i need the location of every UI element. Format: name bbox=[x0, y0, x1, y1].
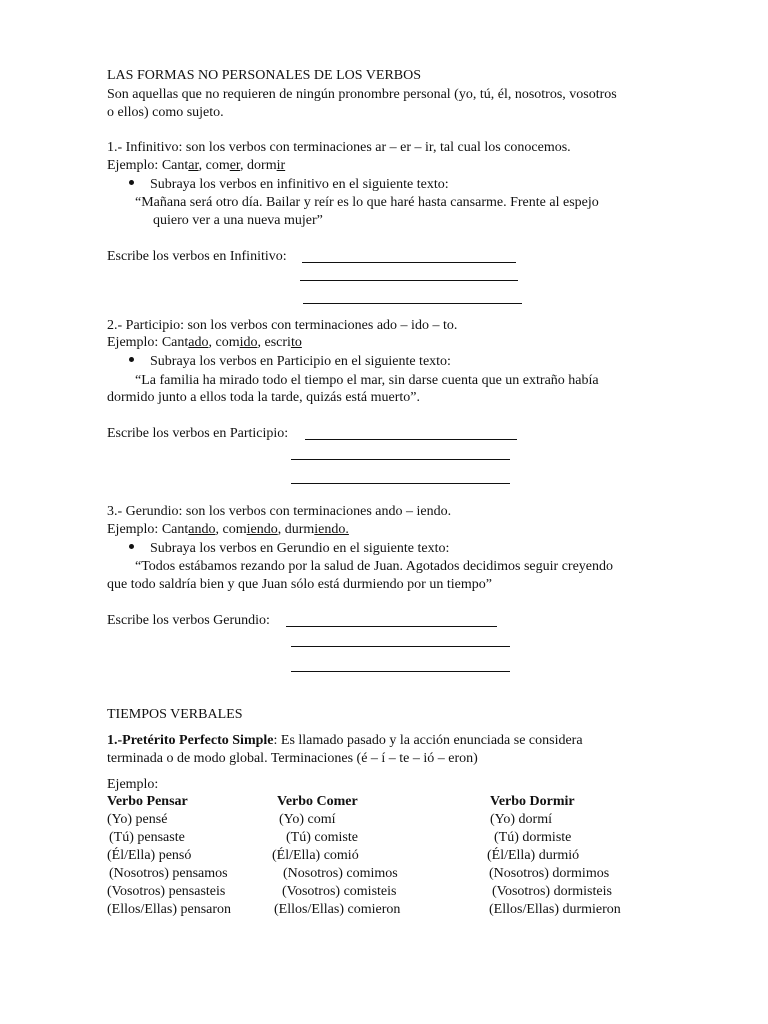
example-stem: durm bbox=[284, 522, 315, 537]
example-separator: , bbox=[215, 522, 223, 537]
tense-name: 1.-Pretérito Perfecto Simple bbox=[107, 733, 274, 748]
tiempos-subheading bbox=[107, 732, 583, 749]
example-ending: er bbox=[229, 158, 241, 173]
gerundio-write-label: Escribe los verbos Gerundio: bbox=[107, 613, 270, 628]
gerundio-example bbox=[107, 521, 349, 538]
example-stem: escri bbox=[264, 335, 291, 350]
example-separator: , bbox=[198, 158, 206, 173]
example-ending: ar bbox=[188, 158, 199, 173]
conjugation-row: (Tú) comiste bbox=[286, 830, 358, 845]
document-title: LAS FORMAS NO PERSONALES DE LOS VERBOS bbox=[107, 68, 422, 83]
answer-line[interactable] bbox=[300, 280, 518, 281]
example-separator: , bbox=[257, 335, 265, 350]
bullet-icon bbox=[129, 180, 134, 185]
answer-line[interactable] bbox=[303, 303, 522, 304]
tiempos-subheading-line-2: terminada o de modo global. Terminaciones (é – í – te – ió – eron) bbox=[107, 751, 478, 766]
conjugation-row: (Él/Ella) comió bbox=[272, 848, 359, 863]
answer-line[interactable] bbox=[291, 459, 510, 460]
example-stem: Cant bbox=[161, 158, 189, 173]
example-stem: dorm bbox=[247, 158, 277, 173]
answer-line[interactable] bbox=[291, 483, 510, 484]
example-label: Ejemplo: bbox=[107, 158, 162, 173]
participio-instruction-item bbox=[129, 353, 451, 370]
conjugation-row: (Nosotros) comimos bbox=[283, 866, 398, 881]
answer-line[interactable] bbox=[302, 262, 516, 263]
column-header: Verbo Pensar bbox=[107, 794, 188, 809]
instruction-text: Subraya los verbos en infinitivo en el siguiente texto: bbox=[150, 177, 449, 192]
instruction-text: Subraya los verbos en Participio en el siguiente texto: bbox=[150, 354, 451, 369]
intro-line-1: Son aquellas que no requieren de ningún pronombre personal (yo, tú, él, nosotros, vosotros bbox=[107, 87, 617, 102]
infinitivo-example bbox=[107, 157, 285, 174]
answer-line[interactable] bbox=[305, 439, 517, 440]
example-stem: com bbox=[205, 158, 230, 173]
column-header: Verbo Dormir bbox=[490, 794, 575, 809]
example-ending: to bbox=[290, 335, 302, 350]
infinitivo-quote-line-2: quiero ver a una nueva mujer” bbox=[153, 213, 323, 228]
example-stem: Cant bbox=[161, 335, 189, 350]
tiempos-example-label: Ejemplo: bbox=[107, 777, 159, 792]
column-header: Verbo Comer bbox=[277, 794, 358, 809]
answer-line[interactable] bbox=[291, 646, 510, 647]
infinitivo-heading: 1.- Infinitivo: son los verbos con terminaciones ar – er – ir, tal cual los conocemos. bbox=[107, 140, 571, 155]
conjugation-row: (Tú) pensaste bbox=[109, 830, 185, 845]
example-separator: , bbox=[208, 335, 216, 350]
gerundio-quote-line-1: “Todos estábamos rezando por la salud de Juan. Agotados decidimos seguir creyendo bbox=[135, 559, 614, 574]
instruction-text: Subraya los verbos en Gerundio en el siguiente texto: bbox=[150, 541, 450, 556]
conjugation-row: (Él/Ella) durmió bbox=[487, 848, 580, 863]
example-label: Ejemplo: bbox=[107, 335, 162, 350]
conjugation-row: (Yo) comí bbox=[279, 812, 336, 827]
gerundio-heading: 3.- Gerundio: son los verbos con terminaciones ando – iendo. bbox=[107, 504, 452, 519]
example-label: Ejemplo: bbox=[107, 522, 162, 537]
example-stem: com bbox=[222, 522, 247, 537]
conjugation-row: (Ellos/Ellas) pensaron bbox=[107, 902, 232, 917]
conjugation-row: (Nosotros) dormimos bbox=[489, 866, 610, 881]
example-ending: iendo. bbox=[314, 522, 349, 537]
conjugation-row: (Ellos/Ellas) durmieron bbox=[489, 902, 621, 917]
participio-heading: 2.- Participio: son los verbos con terminaciones ado – ido – to. bbox=[107, 318, 458, 333]
participio-quote-line-1: “La familia ha mirado todo el tiempo el mar, sin darse cuenta que un extraño había bbox=[135, 373, 599, 388]
example-separator: , bbox=[240, 158, 248, 173]
example-stem: Cant bbox=[161, 522, 189, 537]
conjugation-row: (Vosotros) pensasteis bbox=[107, 884, 226, 899]
conjugation-row: (Nosotros) pensamos bbox=[109, 866, 228, 881]
bullet-icon bbox=[129, 357, 134, 362]
gerundio-quote-line-2: que todo saldría bien y que Juan sólo está durmiendo por un tiempo” bbox=[107, 577, 492, 592]
example-ending: ando bbox=[188, 522, 216, 537]
tense-description: : Es llamado pasado y la acción enunciada se considera bbox=[273, 733, 583, 748]
conjugation-row: (Ellos/Ellas) comieron bbox=[274, 902, 401, 917]
participio-example bbox=[107, 334, 302, 351]
infinitivo-write-label: Escribe los verbos en Infinitivo: bbox=[107, 249, 287, 264]
example-stem: com bbox=[215, 335, 240, 350]
conjugation-row: (Vosotros) dormisteis bbox=[492, 884, 612, 899]
example-separator: , bbox=[277, 522, 285, 537]
answer-line[interactable] bbox=[291, 671, 510, 672]
example-ending: ido bbox=[239, 335, 258, 350]
answer-line[interactable] bbox=[286, 626, 497, 627]
conjugation-row: (Vosotros) comisteis bbox=[282, 884, 397, 899]
gerundio-instruction-item bbox=[129, 540, 449, 557]
tiempos-heading: TIEMPOS VERBALES bbox=[107, 707, 243, 722]
participio-quote-line-2: dormido junto a ellos toda la tarde, quizás está muerto”. bbox=[107, 390, 420, 405]
conjugation-row: (Él/Ella) pensó bbox=[107, 848, 192, 863]
bullet-icon bbox=[129, 544, 134, 549]
conjugation-row: (Tú) dormiste bbox=[494, 830, 572, 845]
participio-write-label: Escribe los verbos en Participio: bbox=[107, 426, 289, 441]
conjugation-row: (Yo) dormí bbox=[490, 812, 552, 827]
infinitivo-instruction-item bbox=[129, 176, 449, 193]
example-ending: iendo bbox=[246, 522, 278, 537]
example-ending: ado bbox=[188, 335, 209, 350]
intro-line-2: o ellos) como sujeto. bbox=[107, 105, 224, 120]
infinitivo-quote-line-1: “Mañana será otro día. Bailar y reír es lo que haré hasta cansarme. Frente al espejo bbox=[135, 195, 599, 210]
conjugation-row: (Yo) pensé bbox=[107, 812, 168, 827]
example-ending: ir bbox=[276, 158, 286, 173]
